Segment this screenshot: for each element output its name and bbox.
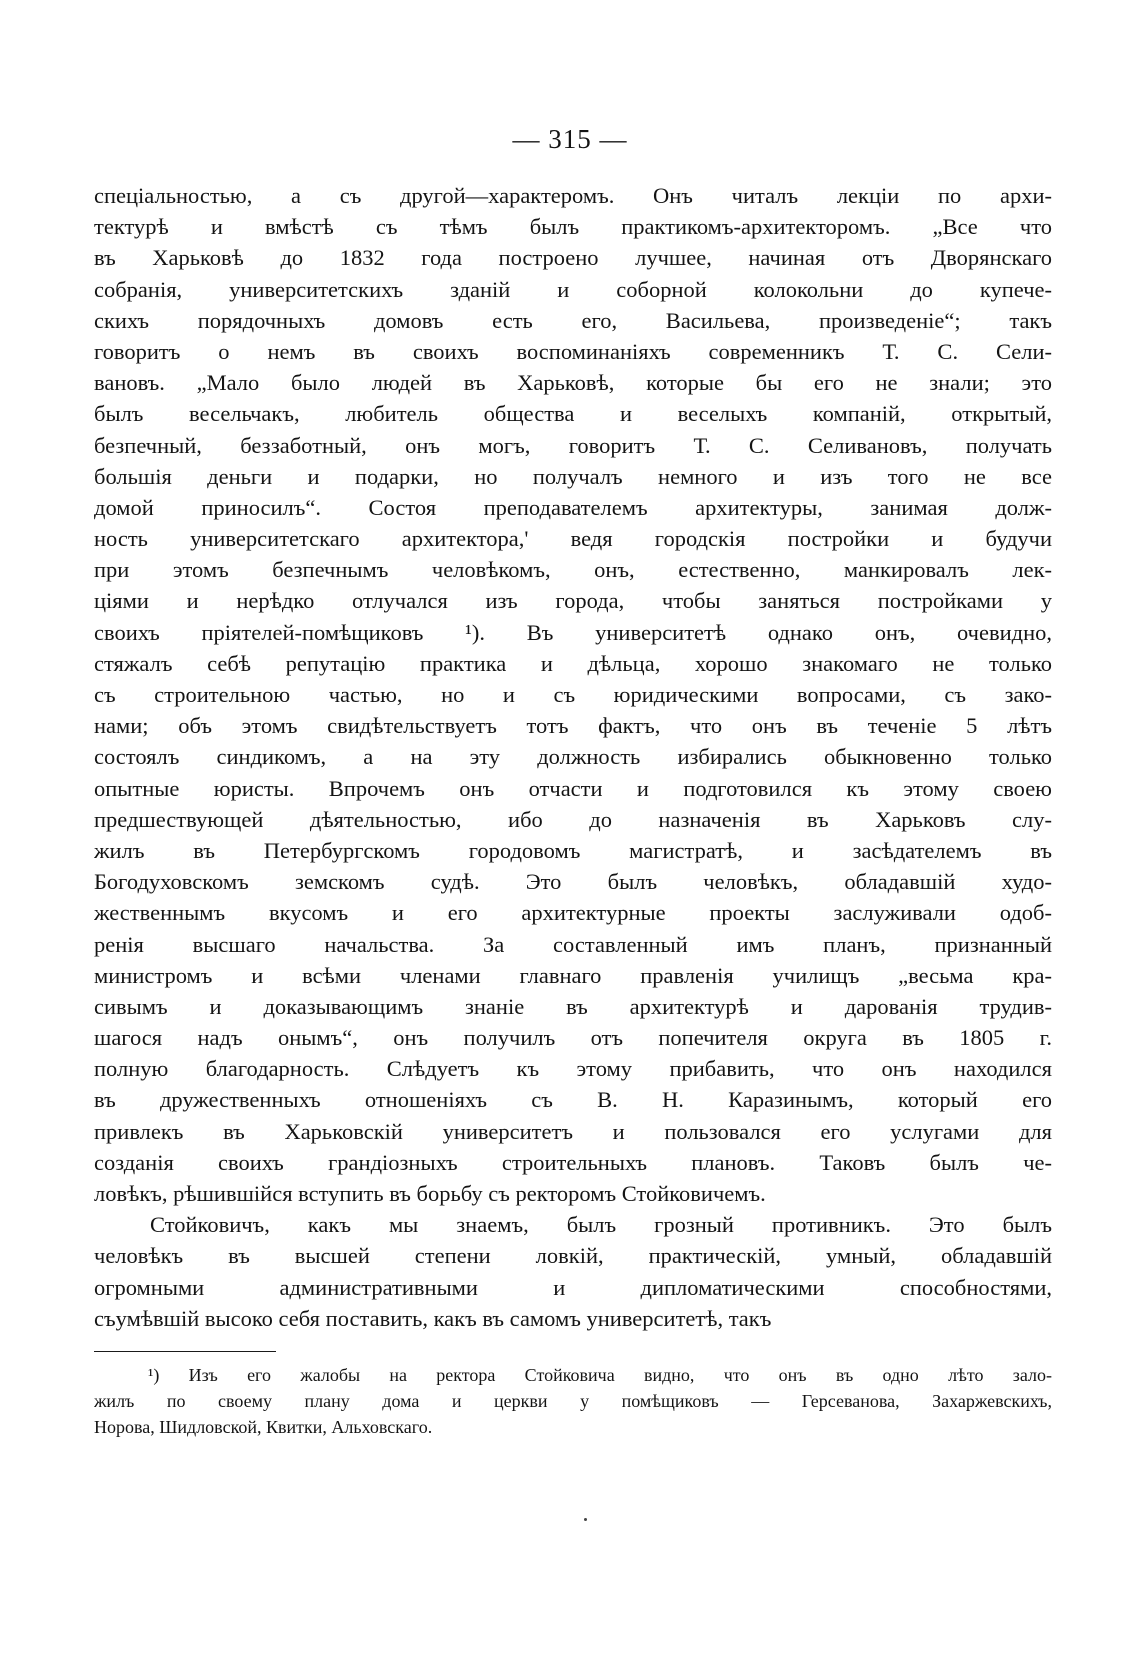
text-line: ность университетскаго архитектора,' ведя городскія постройки и будучи [94,526,1052,552]
footnote-divider [94,1351,276,1352]
text-line: безпечный, беззаботный, онъ могъ, говоритъ Т. С. Селивановъ, получать [94,432,1052,458]
text-line: полную благодарность. Слѣдуетъ къ этому прибавить, что онъ находился [94,1056,1052,1082]
text-line: при этомъ безпечнымъ человѣкомъ, онъ, естественно, манкировалъ лек- [94,557,1052,583]
text-line: ціями и нерѣдко отлучался изъ города, чтобы заняться постройками у [94,588,1052,614]
paragraph [94,1209,1052,1334]
text-line: тектурѣ и вмѣстѣ съ тѣмъ былъ практикомъ-архитекторомъ. „Все что [94,214,1052,240]
body-text [94,180,1052,1334]
text-line: собранія, университетскихъ зданій и соборной колокольни до купече- [94,276,1052,302]
text-line: въ Харьковѣ до 1832 года построено лучшее, начиная отъ Дворянскаго [94,245,1052,271]
page-number: — 315 — [512,124,628,154]
text-line: ренія высшаго начальства. За составленный имъ планъ, признанный [94,931,1052,957]
text-line: спеціальностью, а съ другой—характеромъ. Онъ читалъ лекціи по архи- [94,183,1052,208]
text-line: стяжалъ себѣ репутацію практика и дѣльца, хорошо знакомаго не только [94,650,1052,676]
footnote-line: Норова, Шидловской, Квитки, Альховскаго. [94,1417,433,1437]
text-line: огромными административными и дипломатическими способностями, [94,1274,1052,1300]
text-line: былъ весельчакъ, любитель общества и веселыхъ компаній, открытый, [94,401,1052,427]
text-line: привлекъ въ Харьковскій университетъ и пользовался его услугами для [94,1118,1052,1144]
text-line: предшествующей дѣятельностью, ибо до назначенія въ Харьковъ слу- [94,806,1052,832]
paragraphs [94,180,1052,1334]
text-line: жественнымъ вкусомъ и его архитектурные проекты заслуживали одоб- [94,900,1052,926]
text-line: своихъ пріятелей-помѣщиковъ ¹). Въ университетѣ однако онъ, очевидно, [94,619,1052,645]
text-line: жилъ въ Петербургскомъ городовомъ магистратѣ, и засѣдателемъ въ [94,837,1052,863]
text-line: большія деньги и подарки, но получалъ немного и изъ того не все [94,463,1052,489]
footnote-line: ¹) Изъ его жалобы на ректора Стойковича видно, что онъ въ одно лѣто зало- [148,1365,1052,1385]
paragraph [94,180,1052,1209]
text-line: вановъ. „Мало было людей въ Харьковѣ, которые бы его не знали; это [94,370,1052,396]
footnote-lines [94,1362,1052,1440]
text-line: опытные юристы. Впрочемъ онъ отчасти и подготовился къ этому своею [94,775,1052,801]
text-line: ловѣкъ, рѣшившійся вступить въ борьбу съ ректоромъ Стойковичемъ. [94,1181,766,1206]
footnote-line: жилъ по своему плану дома и церкви у помѣщиковъ — Герсеванова, Захаржевскихъ, [94,1391,1052,1411]
text-line: съ строительною частью, но и съ юридическими вопросами, съ зако- [94,682,1052,707]
text-line: въ дружественныхъ отношеніяхъ съ В. Н. Каразинымъ, который его [94,1087,1052,1113]
text-line: Богодуховскомъ земскомъ судѣ. Это былъ человѣкъ, обладавшій худо- [94,869,1052,895]
text-line: Стойковичъ, какъ мы знаемъ, былъ грозный противникъ. Это былъ [150,1212,1052,1238]
footnote [94,1362,1052,1440]
text-line: министромъ и всѣми членами главнаго правленія училищъ „весьма кра- [94,962,1052,988]
text-line: состоялъ синдикомъ, а на эту должность избирались обыкновенно только [94,744,1052,770]
text-line: домой приносилъ“. Состоя преподавателемъ архитектуры, занимая долж- [94,494,1052,520]
text-line: сивымъ и доказывающимъ знаніе въ архитектурѣ и дарованія трудив- [94,993,1052,1019]
text-line: съумѣвшій высоко себя поставить, какъ въ самомъ университетѣ, такъ [94,1305,772,1331]
print-speck [584,1518,587,1521]
text-line: нами; объ этомъ свидѣтельствуетъ тотъ фактъ, что онъ въ теченіе 5 лѣтъ [94,713,1052,739]
text-line: созданія своихъ грандіозныхъ строительныхъ плановъ. Таковъ былъ че- [94,1149,1052,1175]
text-line: скихъ порядочныхъ домовъ есть его, Васильева, произведеніе“; такъ [94,307,1052,333]
text-line: человѣкъ въ высшей степени ловкій, практическій, умный, обладавшій [94,1243,1052,1269]
text-line: шагося надъ онымъ“, онъ получилъ отъ попечителя округа въ 1805 г. [94,1025,1052,1051]
text-line: говоритъ о немъ въ своихъ воспоминаніяхъ современникъ Т. С. Сели- [94,338,1052,364]
